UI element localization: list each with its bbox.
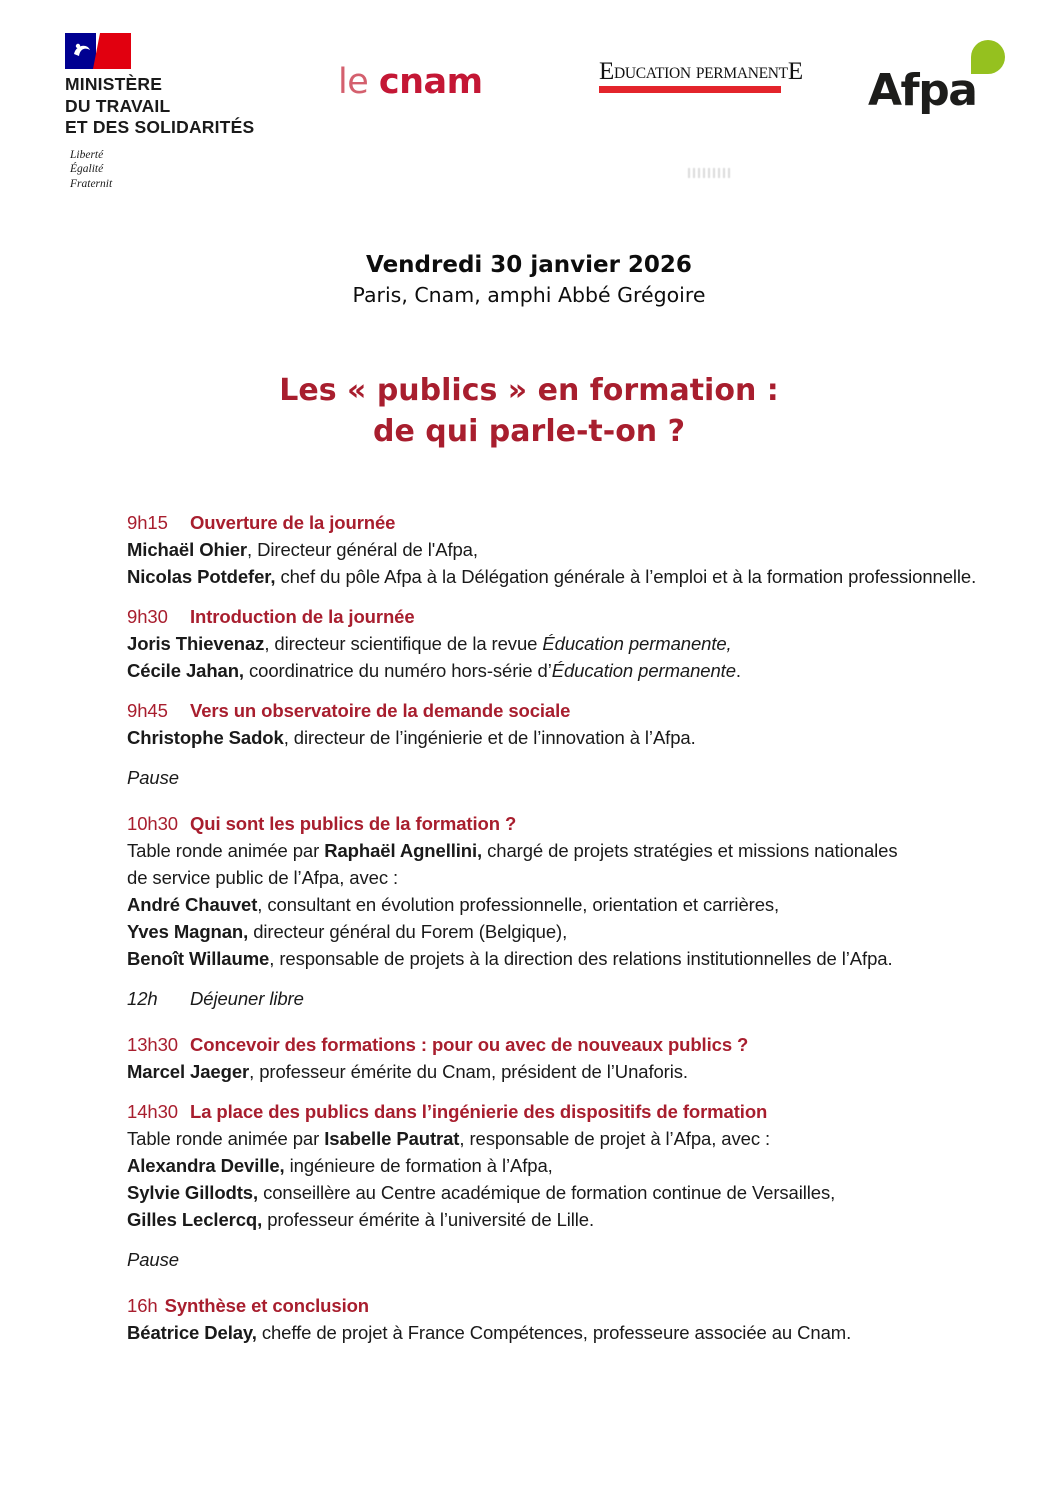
session-time: 16h [127,1295,158,1316]
text-segment: Sylvie Gillodts, [127,1182,259,1203]
education-permanente-wordmark [599,58,803,85]
text-segment: professeur émérite à l’université de Lille. [262,1209,595,1230]
text-segment: Marcel Jaeger [127,1061,250,1082]
session-time: 14h30 [127,1101,178,1122]
speaker-line [127,657,1012,684]
session-time: 9h45 [127,700,168,721]
speaker-line [127,1125,1012,1152]
schedule-break [127,764,1012,791]
speaker-line [127,945,1012,972]
ministry-name [65,74,254,139]
ministry-name-line: ET DES SOLIDARITÉS [65,117,255,137]
text-segment: Table ronde animée par [127,840,325,861]
text-segment: Nicolas Potdefer, [127,566,276,587]
event-date: Vendredi 30 janvier 2026 [366,252,692,278]
text-segment: , directeur scientifique de la revue [264,633,543,654]
document-title [0,370,1058,452]
french-flag-icon [65,33,131,69]
text-segment: Joris Thievenaz [127,633,265,654]
session-title: Concevoir des formations : pour ou avec de nouveaux publics ? [190,1034,749,1055]
schedule-item-heading [127,1292,1012,1319]
schedule-session [127,1098,1012,1233]
schedule-item-heading [127,985,1012,1012]
speaker-line [127,891,1012,918]
document-title-line1: Les « publics » en formation : [279,373,779,408]
schedule-item-heading [127,1098,1012,1125]
ministry-logo [65,33,254,191]
session-time: 12h [127,988,158,1009]
text-segment: directeur général du Forem (Belgique), [248,921,568,942]
session-title: Introduction de la journée [190,606,415,627]
speaker-line [127,1179,1012,1206]
speaker-line [127,1058,1012,1085]
text-segment: chef du pôle Afpa à la Délégation générale à l’emploi et à la formation professionnelle. [275,566,977,587]
eduperm-word2: PERMANENT [695,65,788,82]
schedule [127,509,1012,1346]
speaker-line [127,864,1012,891]
education-permanente-logo [599,58,803,93]
session-time: 13h30 [127,1034,178,1055]
cnam-logo [338,62,483,102]
break-label: Déjeuner libre [190,988,304,1009]
text-segment: conseillère au Centre académique de formation continue de Versailles, [258,1182,836,1203]
text-segment: André Chauvet [127,894,258,915]
text-segment: Raphaël Agnellini, [324,840,483,861]
speaker-line [127,724,1012,751]
break-label: Pause [127,1249,179,1270]
speaker-line [127,536,1012,563]
schedule-session [127,1031,1012,1085]
session-time: 10h30 [127,813,178,834]
text-segment: ingénieure de formation à l’Afpa, [284,1155,553,1176]
speaker-line [127,837,1012,864]
text-segment: , responsable de projet à l’Afpa, avec : [459,1128,771,1149]
cnam-logo-prefix: le [338,62,379,102]
text-segment: Isabelle Pautrat [324,1128,460,1149]
schedule-session [127,509,1012,590]
text-segment: , directeur de l’ingénierie et de l’innovation à l’Afpa. [283,727,696,748]
text-segment: Éducation permanente, [542,633,732,654]
motto-line: Liberté [70,148,104,161]
speaker-line [127,918,1012,945]
afpa-wordmark: Afpa [868,65,977,116]
session-title: Ouverture de la journée [190,512,396,533]
motto-line: Fraternit [70,177,113,190]
event-location: Paris, Cnam, amphi Abbé Grégoire [352,283,706,307]
text-segment: Yves Magnan, [127,921,249,942]
eduperm-word1: DUCATION [613,65,691,82]
speaker-line [127,563,1012,590]
text-segment: , Directeur général de l'Afpa, [247,539,478,560]
schedule-session [127,697,1012,751]
motto-line: Égalité [70,163,104,175]
cnam-logo-name: cnam [378,62,483,102]
text-segment: , professeur émérite du Cnam, président de l’Unaforis. [249,1061,688,1082]
session-time: 9h15 [127,512,168,533]
schedule-item-heading [127,603,1012,630]
text-segment: Alexandra Deville, [127,1155,285,1176]
speaker-line [127,630,1012,657]
text-segment: Cécile Jahan, [127,660,244,681]
text-segment: chargé de projets stratégies et missions nationales [482,840,898,861]
break-label: Pause [127,767,179,788]
text-segment: , consultant en évolution professionnelle, orientation et carrières, [257,894,780,915]
schedule-break [127,985,1012,1012]
schedule-item-heading [127,1246,1012,1273]
faint-print-artifact [688,168,732,178]
eduperm-initial: E [599,58,614,85]
text-segment: Benoît Willaume [127,948,270,969]
text-segment: Béatrice Delay, [127,1322,257,1343]
ministry-motto [70,148,254,192]
schedule-session [127,810,1012,972]
schedule-session [127,1292,1012,1346]
schedule-item-heading [127,509,1012,536]
ministry-name-line: DU TRAVAIL [65,95,171,116]
session-title: La place des publics dans l’ingénierie des dispositifs de formation [190,1101,768,1122]
text-segment: , responsable de projets à la direction des relations institutionnelles de l’Afpa. [269,948,893,969]
text-segment: Table ronde animée par [127,1128,325,1149]
text-segment: Gilles Leclercq, [127,1209,263,1230]
speaker-line [127,1319,1012,1346]
session-time: 9h30 [127,606,168,627]
afpa-logo [868,46,1008,116]
document-title-line2: de qui parle-t-on ? [372,414,686,449]
text-segment: coordinatrice du numéro hors-série d’ [243,660,552,681]
schedule-item-heading [127,1031,1012,1058]
eduperm-red-bar [599,86,781,93]
schedule-break [127,1246,1012,1273]
text-segment: de service public de l’Afpa, avec : [127,867,399,888]
eduperm-final: E [787,58,803,85]
session-title: Vers un observatoire de la demande sociale [190,700,571,721]
text-segment: Christophe Sadok [127,727,284,748]
schedule-item-heading [127,697,1012,724]
ministry-name-line: MINISTÈRE [65,74,163,94]
speaker-line [127,1152,1012,1179]
text-segment: Michaël Ohier [127,539,248,560]
schedule-item-heading [127,810,1012,837]
text-segment: cheffe de projet à France Compétences, professeure associée au Cnam. [256,1322,852,1343]
speaker-line [127,1206,1012,1233]
text-segment: . [735,660,741,681]
session-title: Qui sont les publics de la formation ? [190,813,517,834]
text-segment: Éducation permanente [551,660,736,681]
session-title: Synthèse et conclusion [164,1295,370,1316]
schedule-session [127,603,1012,684]
schedule-item-heading [127,764,1012,791]
